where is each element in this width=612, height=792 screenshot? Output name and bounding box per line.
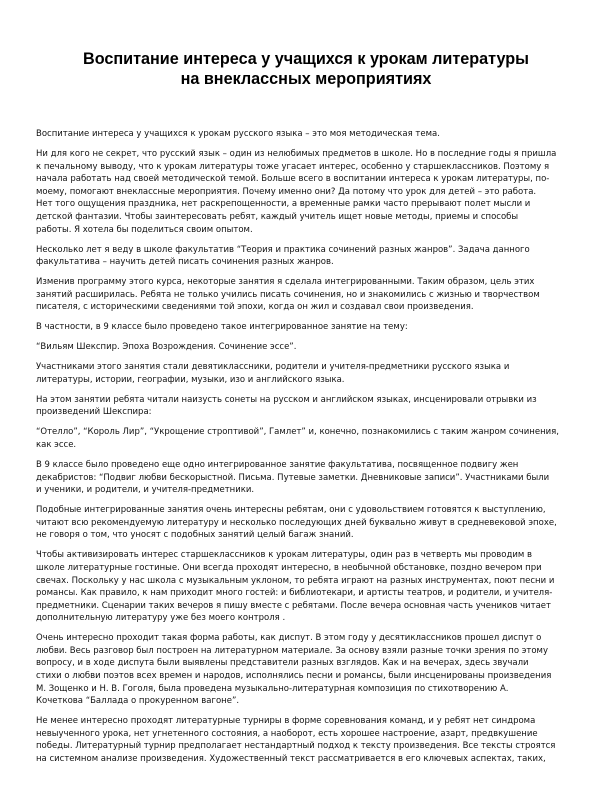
- paragraph: [36, 341, 582, 354]
- text-line: любви. Весь разговор был построен на литературном материале. За основу взяли разные точки зрения по этому: [36, 645, 548, 656]
- text-line: школе литературные гостиные. Они всегда проходят интересно, в необычной обстановке, поздно вечером при: [36, 562, 542, 573]
- text-line: Ни для кого не секрет, что русский язык – один из нелюбимых предметов в школе. Но в последние годы я пришла: [36, 148, 557, 159]
- text-line: начала работать над своей методической темой. Больше всего в воспитании интереса к урокам литературы, по-: [36, 174, 550, 185]
- text-line: свечах. Поскольку у нас школа с музыкальным уклоном, то ребята играют на разных инструментах, поют песни и: [36, 575, 555, 586]
- paragraph: [36, 459, 582, 497]
- title-line: Воспитание интереса у учащихся к урокам литературы: [83, 50, 529, 68]
- paragraph: [36, 504, 582, 542]
- text-line: В частности, в 9 классе было проведено такое интегрированное занятие на тему:: [36, 322, 408, 333]
- paragraph: [36, 632, 582, 708]
- document-title: [20, 49, 592, 89]
- text-line: победы. Литературный турнир предполагает нестандартный подход к тексту произведения. Все тексты строятся: [36, 741, 556, 752]
- text-line: Чтобы активизировать интерес старшеклассников к урокам литературы, один раз в четверть мы проводим в: [36, 550, 533, 561]
- text-line: детской фантазии. Чтобы заинтересовать ребят, каждый учитель ищет новые методы, приемы и способы: [36, 211, 519, 222]
- text-line: Воспитание интереса у учащихся к урокам русского языка – это моя методическая тема.: [36, 129, 440, 139]
- text-line: “Вильям Шекспир. Эпоха Возрождения. Сочинение эссе”.: [36, 342, 297, 353]
- paragraph: [36, 361, 582, 386]
- paragraph: [36, 549, 582, 625]
- text-line: факультатива – научить детей писать сочинения разных жанров.: [36, 257, 334, 268]
- text-line: как эссе.: [36, 440, 77, 450]
- text-line: литературы, истории, географии, музыки, изо и английского языка.: [36, 374, 345, 385]
- text-line: произведений Шекспира:: [36, 407, 152, 418]
- text-line: Участниками этого занятия стали девятиклассники, родители и учителя-предметники русского языка и: [36, 362, 510, 373]
- paragraph: [36, 715, 582, 765]
- document-body: [36, 128, 582, 773]
- text-line: к печальному выводу, что к урокам литературы тоже угасает интерес, особенно у старшеклассников. Поэтому я: [36, 161, 550, 172]
- text-line: дополнительную литературу уже без моего контроля .: [36, 613, 286, 624]
- text-line: читают всю рекомендуемую литературу и несколько последующих дней буквально живут в средневековой эпохе,: [36, 517, 557, 528]
- text-line: Несколько лет я веду в школе факультатив “Теория и практика сочинений разных жанров”. Задача данного: [36, 244, 530, 255]
- text-line: Кочеткова “Баллада о прокуренном вагоне”.: [36, 696, 240, 707]
- text-line: “Отелло”, “Король Лир”, “Укрощение строптивой”, Гамлет” и, конечно, познакомились с таким жанром сочинения,: [36, 427, 559, 438]
- title-line: на внеклассных мероприятиях: [180, 70, 432, 88]
- text-line: писателя, с историческими сведениями той эпохи, когда он жил и создавал свои произведения.: [36, 302, 474, 313]
- text-line: невыученного урока, нет угнетенного состояния, а наоборот, есть хорошее настроение, азарт, предвкушение: [36, 728, 538, 739]
- text-line: декабристов: “Подвиг любви бескорыстной. Письма. Путевые заметки. Дневниковые записи”. Участниками были: [36, 472, 550, 483]
- text-line: работы. Я хотела бы поделиться своим опытом.: [36, 224, 253, 235]
- text-line: Не менее интересно проходят литературные турниры в форме соревнования команд, и у ребят нет синдрома: [36, 716, 536, 727]
- paragraph: [36, 276, 582, 314]
- text-line: Очень интересно проходит такая форма работы, как диспут. В этом году у десятиклассников прошел диспут о: [36, 633, 542, 644]
- paragraph: [36, 244, 582, 269]
- text-line: Изменив программу этого курса, некоторые занятия я сделала интегрированными. Таким образом, цель этих: [36, 277, 535, 288]
- text-line: не говоря о том, что уносят с подобных занятий целый багаж знаний.: [36, 530, 354, 541]
- text-line: В 9 классе было проведено еще одно интегрированное занятие факультатива, посвященное подвигу жен: [36, 459, 519, 470]
- paragraph: [36, 394, 582, 419]
- text-line: моему, помогают внеклассные мероприятия. Почему именно они? Да потому что урок для детей – это работа.: [36, 186, 537, 197]
- text-line: М. Зощенко и Н. В. Гоголя, была проведена музыкально-литературная композиция по стихотворению А.: [36, 683, 509, 694]
- text-line: Нет того ощущения праздника, нет раскрепощенности, а временные рамки часто прерывают полет мысли и: [36, 199, 531, 210]
- text-line: на системном анализе произведения. Художественный текст рассматривается в его ключевых аспектах, таких,: [36, 754, 546, 765]
- text-line: На этом занятии ребята читали наизусть сонеты на русском и английском языках, инсценировали отрывки из: [36, 394, 537, 405]
- paragraph: [36, 426, 582, 451]
- paragraph: [36, 321, 582, 334]
- text-line: стихи о любви поэтов всех времен и народов, исполнялись песни и романсы, были инсценированы произведения: [36, 671, 552, 682]
- text-line: романсы. Как правило, к нам приходит много гостей: и библиотекари, и артисты театров, и родители, и учителя-: [36, 588, 553, 599]
- paragraph: [36, 128, 582, 141]
- text-line: и ученики, и родители, и учителя-предметники.: [36, 485, 255, 496]
- text-line: вопросу, и в ходе диспута были выявлены представители разных взглядов. Как и на вечерах, здесь звучали: [36, 658, 529, 669]
- text-line: Подобные интегрированные занятия очень интересны ребятам, они с удовольствием готовятся к выступлению,: [36, 505, 546, 516]
- paragraph: [36, 148, 582, 236]
- text-line: предметники. Сценарии таких вечеров я пишу вместе с ребятами. После вечера основная часть учеников читает: [36, 600, 551, 611]
- text-line: занятий расширилась. Ребята не только учились писать сочинения, но и знакомились с жизнью и творчеством: [36, 289, 540, 300]
